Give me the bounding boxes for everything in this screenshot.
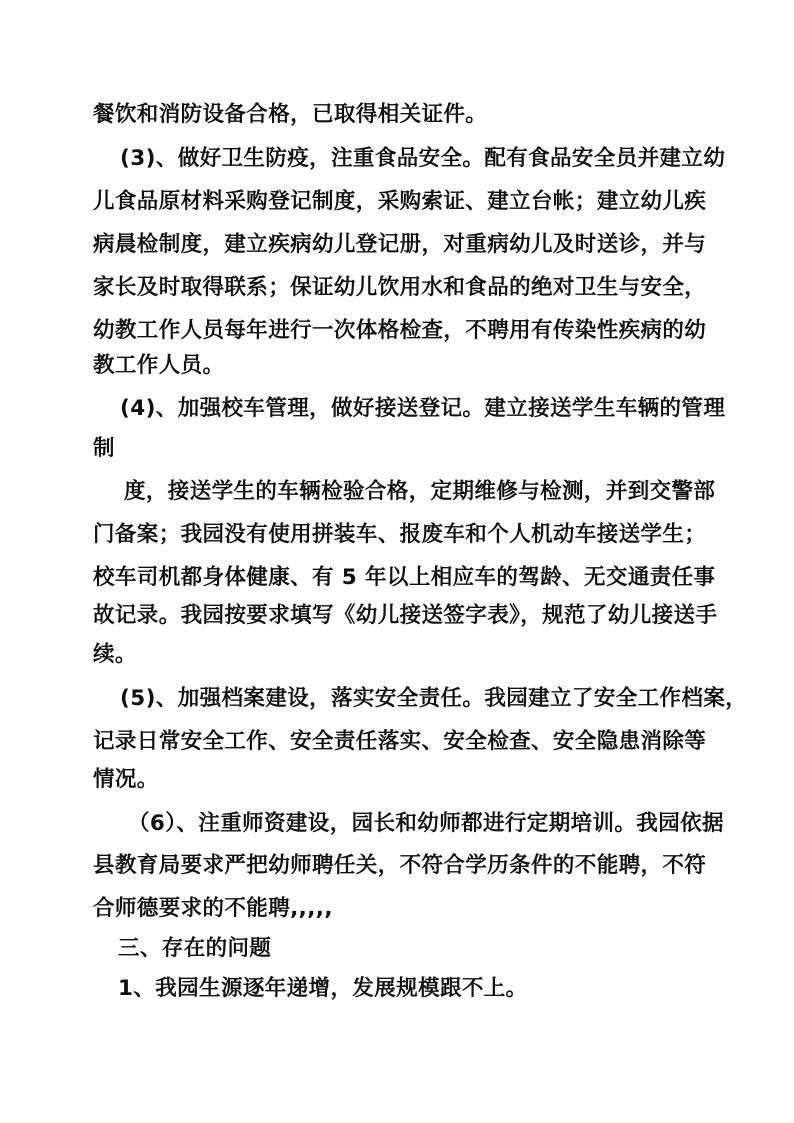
text-line: (3)、做好卫生防疫，注重食品安全。配有食品安全员并建立幼 (120, 146, 726, 171)
text-line: 校车司机都身体健康、有 5 年以上相应车的驾龄、无交通责任事 (93, 565, 716, 590)
text-line: 病晨检制度，建立疾病幼儿登记册，对重病幼儿及时送诊，并与 (93, 232, 707, 257)
text-line: 1、我园生源逐年递增，发展规模跟不上。 (118, 976, 528, 1001)
text-line: 家长及时取得联系；保证幼儿饮用水和食品的绝对卫生与安全， (93, 275, 707, 300)
text-line: 县教育局要求严把幼师聘任关，不符合学历条件的不能聘，不符 (93, 853, 707, 878)
text-line: （6）、注重师资建设，园长和幼师都进行定期培训。我园依据 (128, 811, 724, 836)
text-line: 幼教工作人员每年进行一次体格检查，不聘用有传染性疾病的幼 (93, 318, 707, 343)
text-line: 续。 (93, 642, 137, 667)
text-line: 餐饮和消防设备合格，已取得相关证件。 (93, 102, 488, 127)
text-line: 度，接送学生的车辆检验合格，定期维修与检测，并到交警部 (124, 479, 716, 504)
text-line: (5)、加强档案建设，落实安全责任。我园建立了安全工作档案， (120, 686, 748, 711)
text-line: (4)、加强校车管理，做好接送登记。建立接送学生车辆的管理 (120, 396, 726, 421)
text-line: 记录日常安全工作、安全责任落实、安全检查、安全隐患消除等 (93, 729, 707, 754)
text-line: 儿食品原材料采购登记制度，采购索证、建立台帐；建立幼儿疾 (93, 189, 707, 214)
text-line: 合师德要求的不能聘,,,,, (93, 896, 333, 921)
text-line: 门备案；我园没有使用拼装车、报废车和个人机动车接送学生； (93, 522, 707, 547)
text-line: 制 (93, 436, 115, 461)
text-line: 故记录。我园按要求填写《幼儿接送签字表》，规范了幼儿接送手 (93, 603, 718, 628)
text-line: 教工作人员。 (93, 353, 225, 378)
section-heading: 三、存在的问题 (118, 936, 272, 961)
text-line: 情况。 (93, 767, 159, 792)
